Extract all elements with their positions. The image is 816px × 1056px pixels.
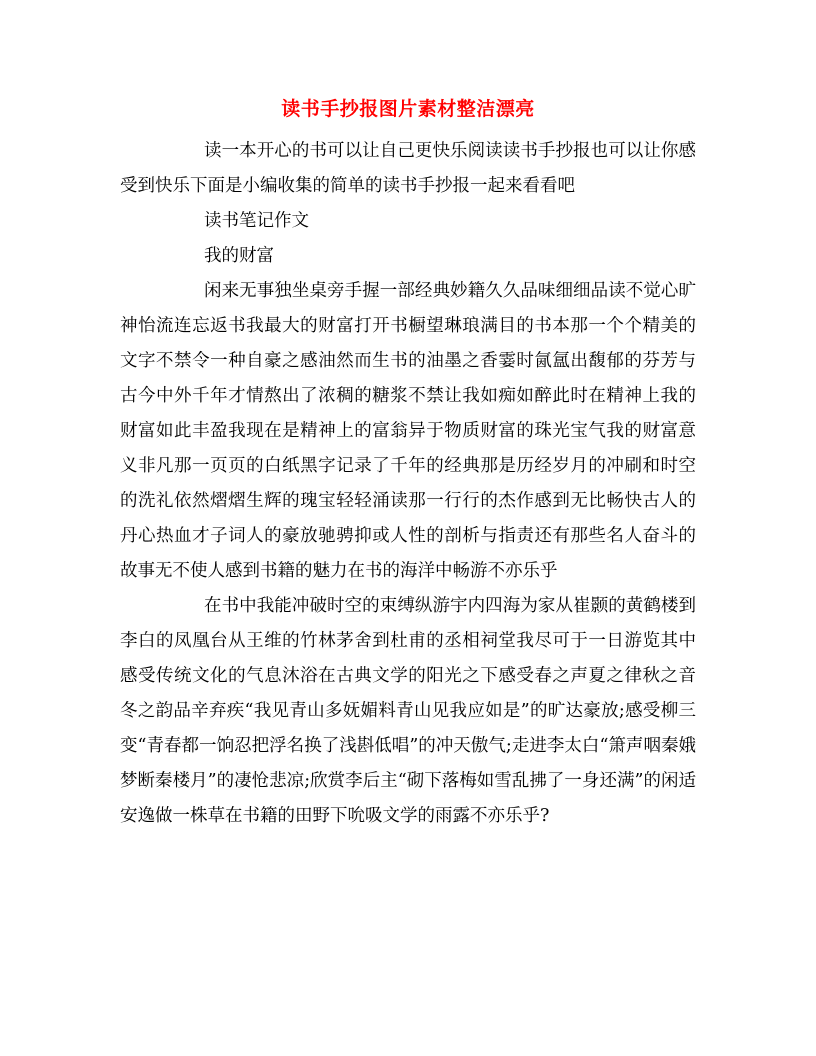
essay-paragraph: 在书中我能冲破时空的束缚纵游宇内四海为家从崔颢的黄鹤楼到李白的凤凰台从王维的竹林茅舍到杜甫的丞相祠堂我尽可于一日游览其中感受传统文化的气息沐浴在古典文学的阳光之下感受春之声夏之律秋之音冬之韵品辛弃疾“我见青山多妩媚料青山见我应如是”的旷达豪放;感受柳三变“青春都一饷忍把浮名换了浅斟低唱”的冲天傲气;走进李太白“箫声咽秦娥梦断秦楼月”的凄怆悲凉;欣赏李后主“砌下落梅如雪乱拂了一身还满”的闲适安逸做一株草在书籍的田野下吮吸文学的雨露不亦乐乎? xyxy=(120,596,696,826)
essay-title: 我的财富 xyxy=(204,246,274,266)
intro-paragraph: 读一本开心的书可以让自己更快乐阅读读书手抄报也可以让你感受到快乐下面是小编收集的简单的读书手抄报一起来看看吧 xyxy=(120,141,696,196)
document-body xyxy=(120,134,696,834)
page-title: 读书手抄报图片素材整洁漂亮 xyxy=(281,98,535,120)
section-heading: 读书笔记作文 xyxy=(204,211,309,231)
essay-paragraph: 闲来无事独坐桌旁手握一部经典妙籍久久品味细细品读不觉心旷神怡流连忘返书我最大的财富打开书橱望琳琅满目的书本那一个个精美的文字不禁令一种自豪之感油然而生书的油墨之香霎时氤氲出馥郁的芬芳与古今中外千年才情熬出了浓稠的糖浆不禁让我如痴如醉此时在精神上我的财富如此丰盈我现在是精神上的富翁异于物质财富的珠光宝气我的财富意义非凡那一页页的白纸黑字记录了千年的经典那是历经岁月的冲刷和时空的洗礼依然熠熠生辉的瑰宝轻轻涌读那一行行的杰作感到无比畅快古人的丹心热血才子词人的豪放驰骋抑或人性的剖析与指责还有那些名人奋斗的故事无不使人感到书籍的魅力在书的海洋中畅游不亦乐乎 xyxy=(120,281,696,581)
